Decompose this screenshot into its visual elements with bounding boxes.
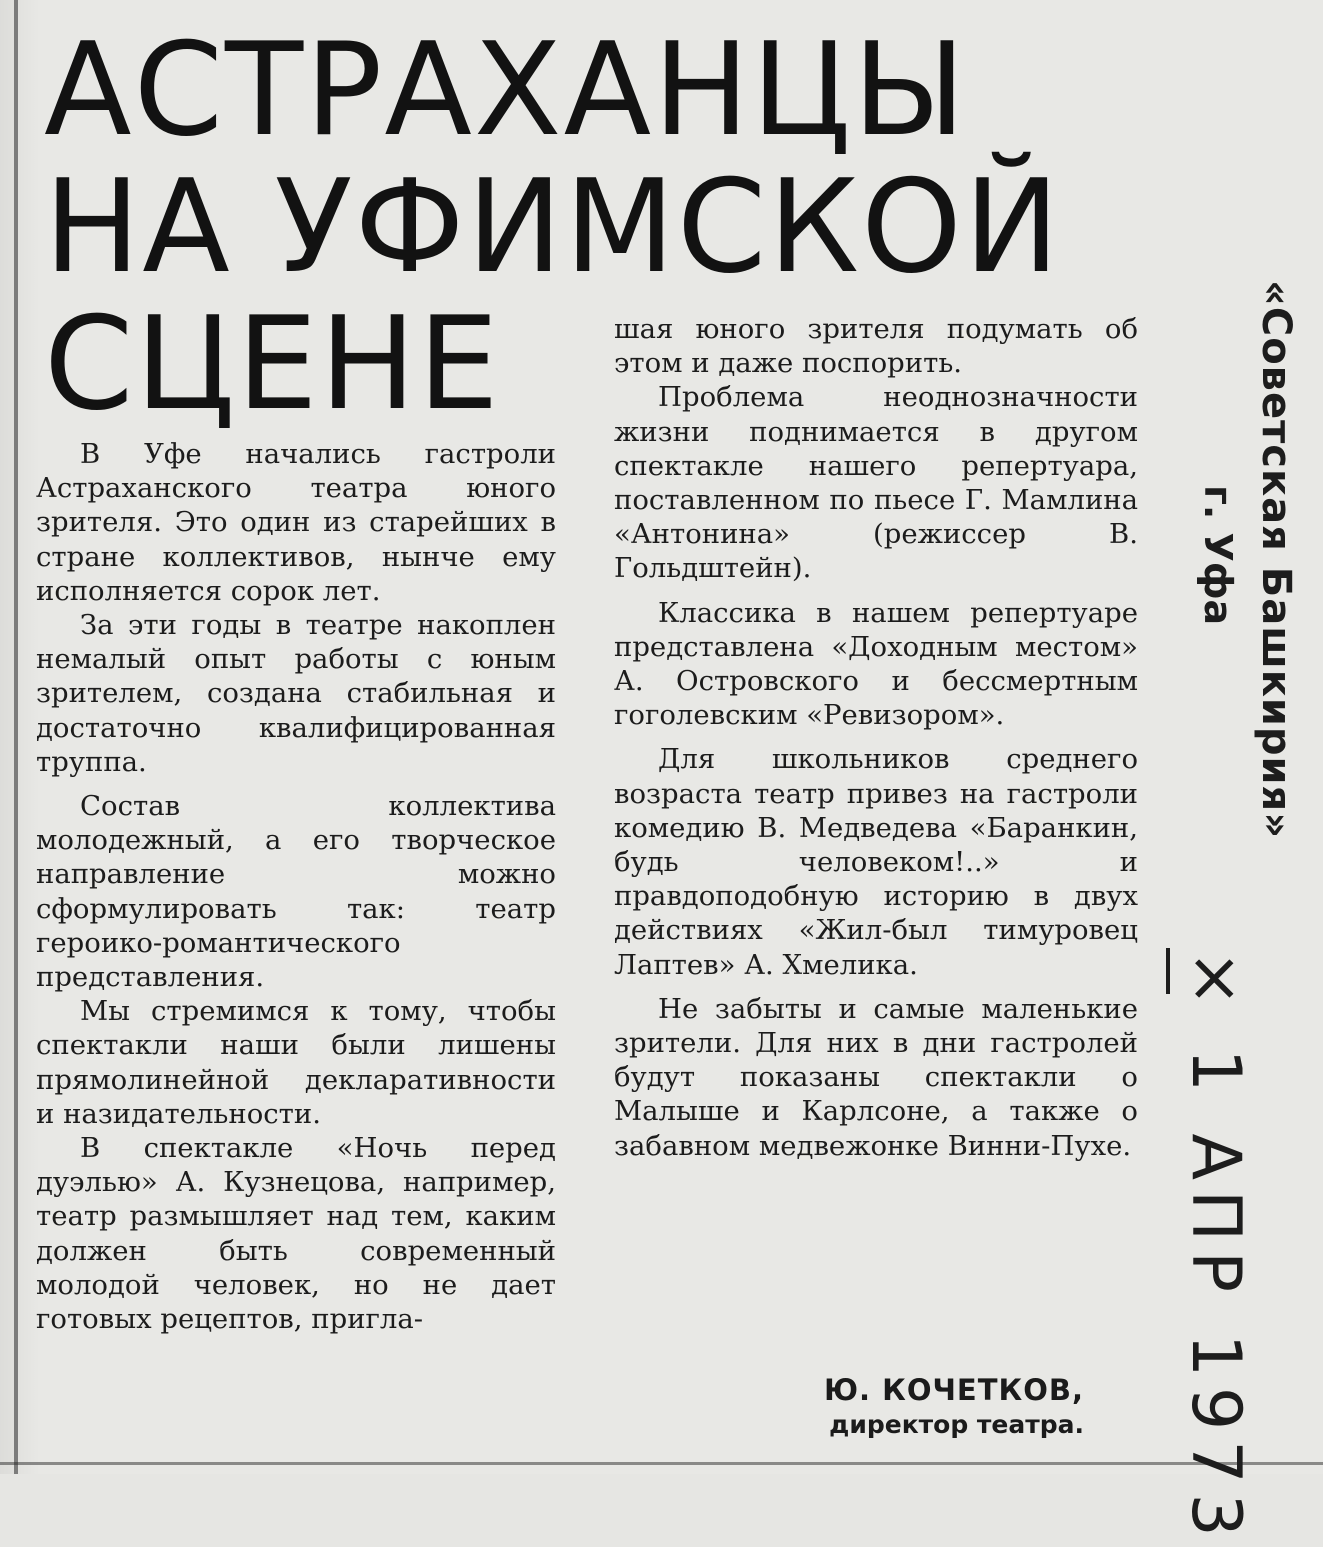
author-signature — [820, 1372, 1084, 1442]
paragraph: За эти годы в театре накоплен немалый опыт работы с юным зрителем, создана стабильная и достаточно квалифицированная труппа. — [36, 609, 556, 778]
headline-line-3: СЦЕНЕ — [44, 290, 501, 439]
author-role: директор театра. — [829, 1410, 1084, 1439]
paragraph: В спектакле «Ночь перед дуэлью» А. Кузнецова, например, театр размышляет над тем, каким должен быть современный молодой человек, но не дает готовых рецептов, пригла- — [36, 1132, 556, 1336]
paragraph: Проблема неоднозначности жизни поднимается в другом спектакле нашего репертуара, поставленном по пьесе Г. Мамлина «Антонина» (режиссер В. Гольдштейн). — [614, 381, 1138, 585]
article-column-1 — [36, 437, 556, 1336]
paragraph: Классика в нашем репертуаре представлена «Доходным местом» А. Островского и бессмертным гоголевским «Ревизором». — [614, 596, 1138, 732]
paragraph: В Уфе начались гастроли Астраханского театра юного зрителя. Это один из старейших в стране коллективов, нынче ему исполняется сорок лет. — [36, 438, 556, 607]
author-name: Ю. КОЧЕТКОВ, — [823, 1373, 1084, 1407]
paragraph: Мы стремимся к тому, чтобы спектакли наши были лишены прямолинейной декларативности и назидательности. — [36, 995, 556, 1130]
date-stamp: × 1 АПР 1973 — [1176, 950, 1255, 1547]
article-column-2 — [614, 312, 1138, 1163]
clipping-bottom-edge — [0, 1462, 1323, 1465]
paragraph: Для школьников среднего возраста театр привез на гастроли комедию В. Медведева «Баранкин, будь человеком!..» и правдоподобную историю в двух действиях «Жил-был тимуровец Лаптев» А. Хмелика. — [614, 743, 1138, 981]
clipping-left-edge — [14, 0, 18, 1474]
headline-line-1: АСТРАХАНЦЫ — [44, 16, 968, 165]
publication-name: «Советская Башкирия» — [1253, 280, 1299, 840]
paragraph: Состав коллектива молодежный, а его творческое направление можно сформулировать так: театр героико-романтического представления. — [36, 790, 556, 994]
paragraph: Не забыты и самые маленькие зрители. Для них в дни гастролей будут показаны спектакли о Малыше и Карлсоне, а также о забавном медвежонке Винни-Пухе. — [614, 992, 1138, 1162]
date-stamp-bar — [1166, 948, 1170, 994]
paragraph: шая юного зрителя подумать об этом и даже поспорить. — [614, 313, 1138, 380]
headline-line-2: НА УФИМСКОЙ — [44, 153, 1062, 302]
publication-city: г. Уфа — [1196, 485, 1240, 626]
